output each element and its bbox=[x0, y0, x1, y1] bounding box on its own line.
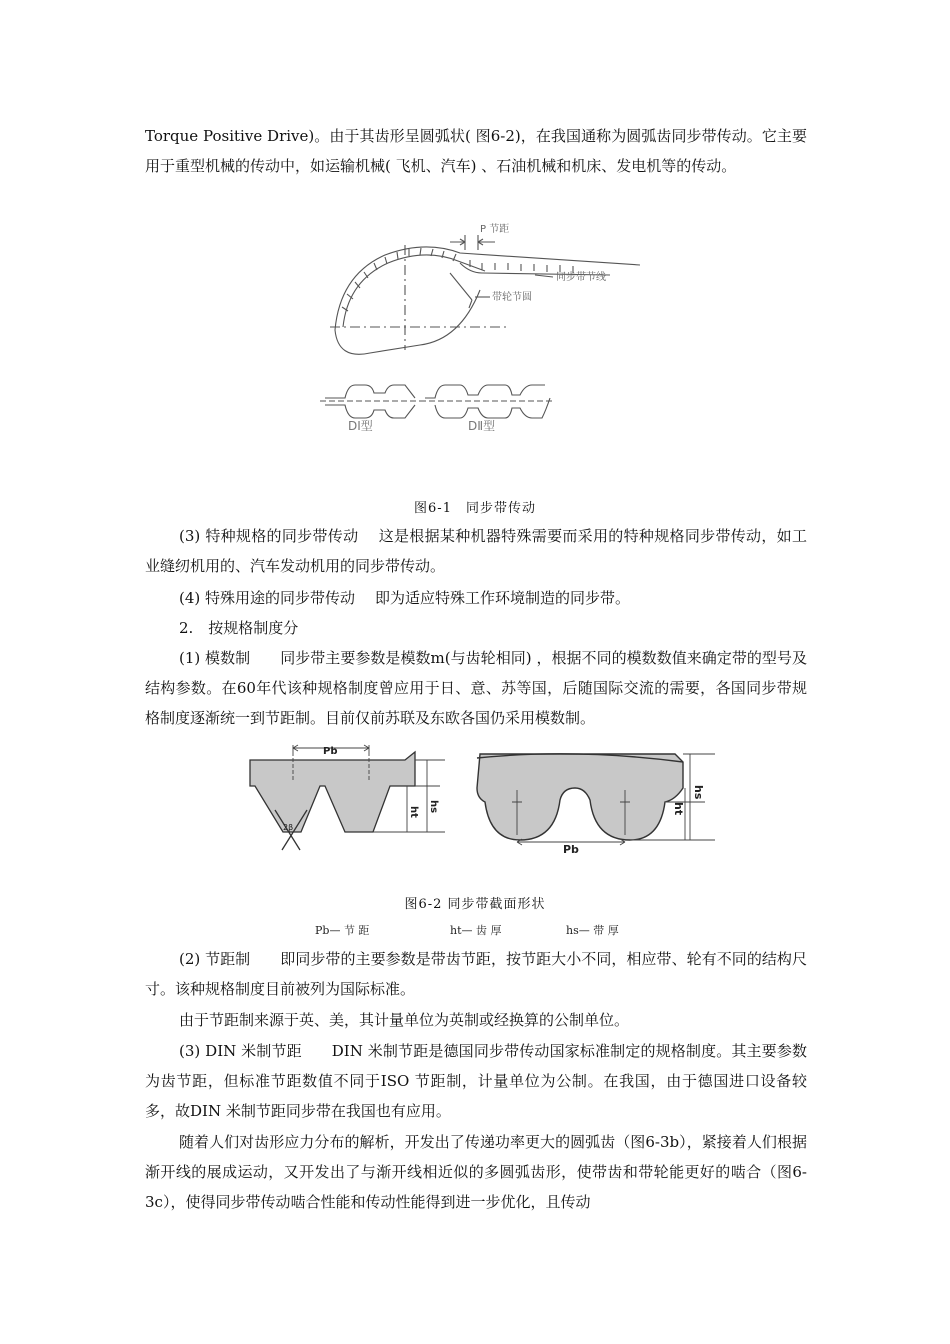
paragraph-3-body: 即为适应特殊工作环境制造的同步带。 bbox=[375, 589, 631, 607]
legend-tooth-height: ht— 齿 厚 bbox=[450, 924, 502, 937]
paragraph-6 bbox=[145, 944, 807, 1004]
hs-label-right: hs bbox=[692, 785, 705, 800]
ht-label-left: ht bbox=[408, 806, 419, 818]
paragraph-8 bbox=[145, 1036, 807, 1126]
paragraph-3-heading: (4) 特殊用途的同步带传动 bbox=[179, 589, 356, 607]
paragraph-8-body: DIN 米制节距是德国同步带传动国家标准制定的规格制度。其主要参数为齿节距，但标准节距数值不同于ISO 节距制，计量单位为公制。在我国，由于德国进口设备较多，故DIN 米制节距同步带在我国也有应用。 bbox=[145, 1042, 807, 1120]
paragraph-2-heading: (3) 特种规格的同步带传动 bbox=[179, 527, 359, 545]
pulley-pitch-circle-label: 带轮节圆 bbox=[492, 292, 532, 303]
figure-6-2-belt-cross-section bbox=[245, 740, 715, 855]
type-d1-label: DⅠ型 bbox=[348, 419, 373, 433]
pb-label-left: Pb bbox=[323, 746, 338, 757]
pb-label-right: Pb bbox=[563, 843, 579, 855]
paragraph-2 bbox=[145, 521, 807, 581]
section-heading-by-spec: 2. 按规格制度分 bbox=[179, 619, 299, 637]
paragraph-5 bbox=[145, 643, 807, 733]
angle-label: 2β bbox=[283, 823, 294, 832]
paragraph-8-heading: (3) DIN 米制节距 bbox=[179, 1042, 302, 1060]
paragraph-9: 随着人们对齿形应力分布的解析，开发出了传递功率更大的圆弧齿（图6-3b），紧接着人们根据渐开线的展成运动，又开发出了与渐开线相近似的多圆弧齿形，使带齿和带轮能更好的啮合（图6-3c），使得同步带传动啮合性能和传动性能得到进一步优化，且传动 bbox=[145, 1133, 807, 1211]
paragraph-6-body: 即同步带的主要参数是带齿节距，按节距大小不同，相应带、轮有不同的结构尺寸。该种规格制度目前被列为国际标准。 bbox=[145, 950, 807, 998]
hs-label-left: hs bbox=[428, 800, 439, 814]
paragraph-1: Torque Positive Drive)。由于其齿形呈圆弧状( 图6-2)，在我国通称为圆弧齿同步带传动。它主要用于重型机械的传动中，如运输机械( 飞机、汽车) 、石油机械和机床、发电机等的传动。 bbox=[145, 127, 807, 175]
ht-label-right: ht bbox=[672, 802, 685, 816]
paragraph-2-body: 这是根据某种机器特殊需要而采用的特种规格同步带传动，如工业缝纫机用的、汽车发动机用的同步带传动。 bbox=[145, 527, 807, 575]
figure-6-1-synchronous-belt-drive bbox=[310, 215, 640, 445]
paragraph-6-heading: (2) 节距制 bbox=[179, 950, 251, 968]
figure-6-2-caption: 图6-2 同步带截面形状 bbox=[404, 897, 546, 912]
pitch-label: P 节距 bbox=[480, 224, 510, 235]
belt-pitch-line-label: 同步带节线 bbox=[556, 272, 606, 283]
paragraph-5-heading: (1) 模数制 bbox=[179, 649, 251, 667]
type-d2-label: DⅡ型 bbox=[468, 419, 496, 433]
legend-belt-height: hs— 带 厚 bbox=[566, 924, 619, 937]
figure-6-1-caption: 图6-1 同步带传动 bbox=[414, 501, 536, 516]
legend-pitch: Pb— 节 距 bbox=[315, 924, 370, 937]
paragraph-7: 由于节距制来源于英、美，其计量单位为英制或经换算的公制单位。 bbox=[179, 1011, 630, 1029]
paragraph-5-body: 同步带主要参数是模数m(与齿轮相同) ，根据不同的模数数值来确定带的型号及结构参数。在60年代该种规格制度曾应用于日、意、苏等国，后随国际交流的需要，各国同步带规格制度逐渐统一到节距制。目前仅前苏联及东欧各国仍采用模数制。 bbox=[145, 649, 807, 727]
paragraph-3 bbox=[145, 583, 807, 613]
